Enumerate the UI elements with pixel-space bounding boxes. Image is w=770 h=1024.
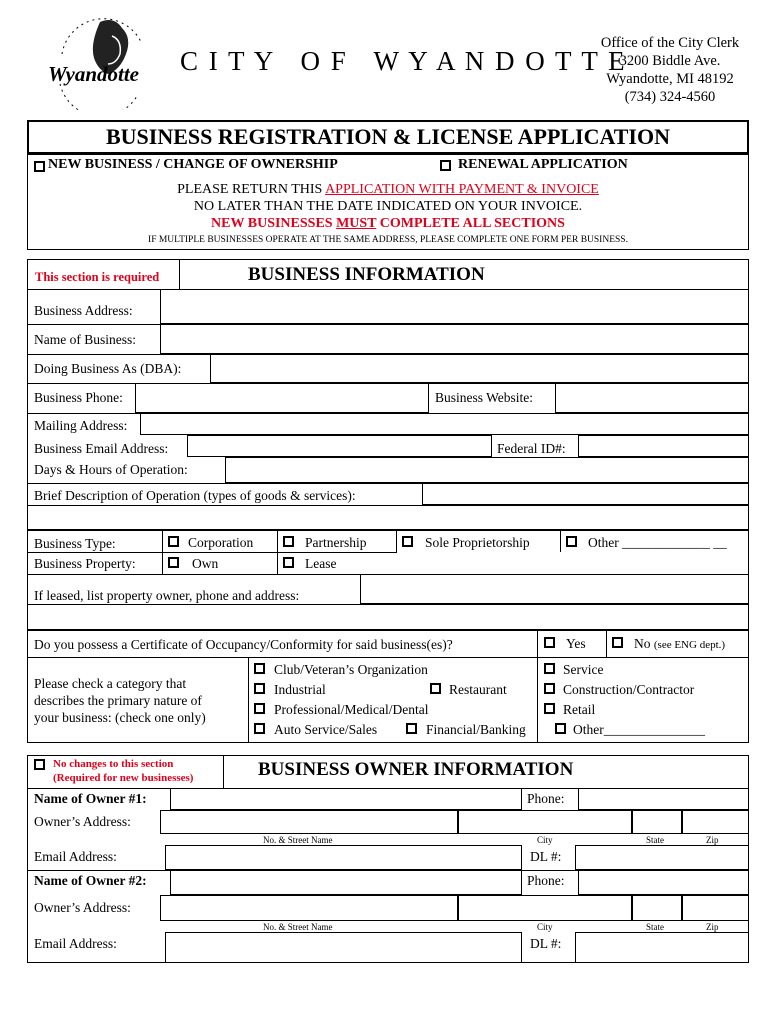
business-name-label: Name of Business: xyxy=(34,332,136,347)
office-name: Office of the City Clerk xyxy=(600,35,740,51)
return-line-2: NO LATER THAN THE DATE INDICATED ON YOUR INVOICE. xyxy=(193,199,583,214)
row-divider xyxy=(27,530,749,531)
mailing-address-field[interactable] xyxy=(140,413,749,435)
owner1-phone-field[interactable] xyxy=(578,788,749,810)
restaurant-checkbox[interactable] xyxy=(430,683,441,694)
logo-text: Wyandotte xyxy=(48,62,140,86)
certificate-yes-checkbox[interactable] xyxy=(544,637,555,648)
owner1-email-label: Email Address: xyxy=(34,849,117,864)
required-new-label: (Required for new businesses) xyxy=(53,772,194,784)
other-category-label: Other_______________ xyxy=(573,722,705,737)
industrial-label: Industrial xyxy=(274,682,326,697)
description-field-1[interactable] xyxy=(422,483,749,505)
construction-label: Construction/Contractor xyxy=(563,682,695,697)
owner1-state-caption: State xyxy=(646,835,664,845)
col-divider xyxy=(537,657,538,743)
website-field[interactable] xyxy=(555,383,749,413)
multiple-note: IF MULTIPLE BUSINESSES OPERATE AT THE SAME ADDRESS, PLEASE COMPLETE ONE FORM PER BUSINESS. xyxy=(148,235,628,245)
new-must-line xyxy=(27,216,749,232)
certificate-no-label xyxy=(634,636,725,652)
owner2-phone-field[interactable] xyxy=(578,870,749,895)
page-title: C I T Y O F W Y A N D O T T E xyxy=(180,46,627,76)
leased-field-1[interactable] xyxy=(360,574,749,604)
new-must-b: MUST xyxy=(336,216,377,231)
leased-label: If leased, list property owner, phone and address: xyxy=(34,588,300,603)
owner2-street-caption: No. & Street Name xyxy=(263,922,333,932)
lease-checkbox[interactable] xyxy=(283,557,294,568)
corporation-checkbox[interactable] xyxy=(168,536,179,547)
business-name-field[interactable] xyxy=(160,324,749,354)
mailing-address-label: Mailing Address: xyxy=(34,418,128,433)
business-type-label: Business Type: xyxy=(34,536,116,551)
return-text-a: PLEASE RETURN THIS xyxy=(177,182,326,197)
owner2-zip-field[interactable] xyxy=(682,895,749,921)
return-line-1 xyxy=(27,182,749,198)
owner1-email-field[interactable] xyxy=(165,845,522,870)
business-phone-label: Business Phone: xyxy=(34,390,123,405)
owner2-name-field[interactable] xyxy=(170,870,522,895)
no-changes-checkbox[interactable] xyxy=(34,759,45,770)
description-field-2[interactable] xyxy=(27,505,749,530)
owner2-email-field[interactable] xyxy=(165,932,522,963)
owner2-city-caption: City xyxy=(537,922,553,932)
col-divider xyxy=(560,530,561,552)
return-text-b: APPLICATION WITH PAYMENT & INVOICE xyxy=(325,182,599,197)
club-checkbox[interactable] xyxy=(254,663,265,674)
owner2-email-label: Email Address: xyxy=(34,936,117,951)
owner2-phone-label: Phone: xyxy=(527,873,565,888)
corporation-label: Corporation xyxy=(188,535,254,550)
owner1-city-caption: City xyxy=(537,835,553,845)
owner1-address-label: Owner’s Address: xyxy=(34,814,131,829)
partnership-checkbox[interactable] xyxy=(283,536,294,547)
no-changes-label: No changes to this section xyxy=(53,758,174,770)
service-checkbox[interactable] xyxy=(544,663,555,674)
new-business-checkbox[interactable] xyxy=(34,161,45,172)
partnership-label: Partnership xyxy=(305,535,367,550)
category-line-2: describes the primary nature of xyxy=(34,693,202,708)
certificate-label: Do you possess a Certificate of Occupancy/Conformity for said business(es)? xyxy=(34,637,453,652)
owner1-dl-field[interactable] xyxy=(575,845,749,870)
retail-checkbox[interactable] xyxy=(544,703,555,714)
owner2-street-field[interactable] xyxy=(160,895,458,921)
federal-id-label: Federal ID#: xyxy=(497,441,566,456)
owner1-street-field[interactable] xyxy=(160,810,458,834)
col-divider xyxy=(396,530,397,552)
owner1-name-label: Name of Owner #1: xyxy=(34,791,147,806)
business-info-title: BUSINESS INFORMATION xyxy=(248,264,485,285)
owner1-zip-caption: Zip xyxy=(706,835,719,845)
owner2-dl-label: DL #: xyxy=(530,936,562,951)
col-divider xyxy=(606,630,607,657)
auto-service-label: Auto Service/Sales xyxy=(274,722,378,737)
business-email-label: Business Email Address: xyxy=(34,441,169,456)
owner2-dl-field[interactable] xyxy=(575,932,749,963)
own-label: Own xyxy=(192,556,219,571)
owner1-state-field[interactable] xyxy=(632,810,682,834)
dba-field[interactable] xyxy=(210,354,749,383)
financial-label: Financial/Banking xyxy=(426,722,526,737)
owner2-state-caption: State xyxy=(646,922,664,932)
col-divider xyxy=(537,630,538,657)
owner1-city-field[interactable] xyxy=(458,810,632,834)
own-checkbox[interactable] xyxy=(168,557,179,568)
professional-checkbox[interactable] xyxy=(254,703,265,714)
other-type-checkbox[interactable] xyxy=(566,536,577,547)
certificate-yes-label: Yes xyxy=(566,636,586,651)
hours-field[interactable] xyxy=(225,457,749,483)
category-instructions xyxy=(34,675,206,726)
owner1-dl-label: DL #: xyxy=(530,849,562,864)
auto-service-checkbox[interactable] xyxy=(254,723,265,734)
no-text: No xyxy=(634,636,651,651)
row-divider xyxy=(27,630,749,631)
owner1-phone-label: Phone: xyxy=(527,791,565,806)
new-must-a: NEW BUSINESSES xyxy=(211,216,337,231)
category-line-1: Please check a category that xyxy=(34,676,187,691)
owner1-zip-field[interactable] xyxy=(682,810,749,834)
other-category-checkbox[interactable] xyxy=(555,723,566,734)
financial-checkbox[interactable] xyxy=(406,723,417,734)
owner-info-title: BUSINESS OWNER INFORMATION xyxy=(258,759,574,780)
dba-label: Doing Business As (DBA): xyxy=(34,361,182,376)
retail-label: Retail xyxy=(563,702,596,717)
owner2-state-field[interactable] xyxy=(632,895,682,921)
owner1-name-field[interactable] xyxy=(170,788,522,810)
hours-label: Days & Hours of Operation: xyxy=(34,462,188,477)
business-address-label: Business Address: xyxy=(34,303,133,318)
row-divider xyxy=(27,657,749,658)
lease-label: Lease xyxy=(305,556,337,571)
business-property-label: Business Property: xyxy=(34,556,136,571)
form-title: BUSINESS REGISTRATION & LICENSE APPLICATION xyxy=(106,124,670,149)
sole-proprietorship-checkbox[interactable] xyxy=(402,536,413,547)
no-note: (see ENG dept.) xyxy=(653,639,726,651)
office-address: 3200 Biddle Ave. xyxy=(619,53,721,69)
other-type-label: Other _____________ __ xyxy=(588,535,727,550)
new-must-c: COMPLETE ALL SECTIONS xyxy=(376,216,565,231)
category-line-3: your business: (check one only) xyxy=(34,710,206,725)
industrial-checkbox[interactable] xyxy=(254,683,265,694)
row-divider xyxy=(27,552,397,553)
owner2-name-label: Name of Owner #2: xyxy=(34,873,147,888)
website-label: Business Website: xyxy=(435,390,534,405)
description-label: Brief Description of Operation (types of goods & services): xyxy=(34,488,356,503)
service-label: Service xyxy=(563,662,604,677)
required-label: This section is required xyxy=(35,270,160,284)
business-email-field[interactable] xyxy=(187,435,492,457)
leased-field-2[interactable] xyxy=(27,604,749,630)
owner2-city-field[interactable] xyxy=(458,895,632,921)
business-phone-field[interactable] xyxy=(135,383,429,413)
office-city: Wyandotte, MI 48192 xyxy=(606,71,734,87)
office-phone: (734) 324-4560 xyxy=(624,89,716,105)
club-label: Club/Veteran’s Organization xyxy=(274,662,428,677)
federal-id-field[interactable] xyxy=(578,435,749,457)
owner2-address-label: Owner’s Address: xyxy=(34,900,131,915)
owner2-zip-caption: Zip xyxy=(706,922,719,932)
new-business-label: NEW BUSINESS / CHANGE OF OWNERSHIP xyxy=(48,157,338,172)
col-divider xyxy=(248,657,249,743)
renewal-label: RENEWAL APPLICATION xyxy=(458,157,628,172)
construction-checkbox[interactable] xyxy=(544,683,555,694)
office-contact xyxy=(585,34,755,106)
business-address-field[interactable] xyxy=(160,289,749,324)
professional-label: Professional/Medical/Dental xyxy=(274,702,429,717)
certificate-no-checkbox[interactable] xyxy=(612,637,623,648)
city-seal-logo xyxy=(42,14,152,110)
owner1-street-caption: No. & Street Name xyxy=(263,835,333,845)
restaurant-label: Restaurant xyxy=(449,682,507,697)
renewal-checkbox[interactable] xyxy=(440,160,451,171)
sole-proprietorship-label: Sole Proprietorship xyxy=(425,535,530,550)
